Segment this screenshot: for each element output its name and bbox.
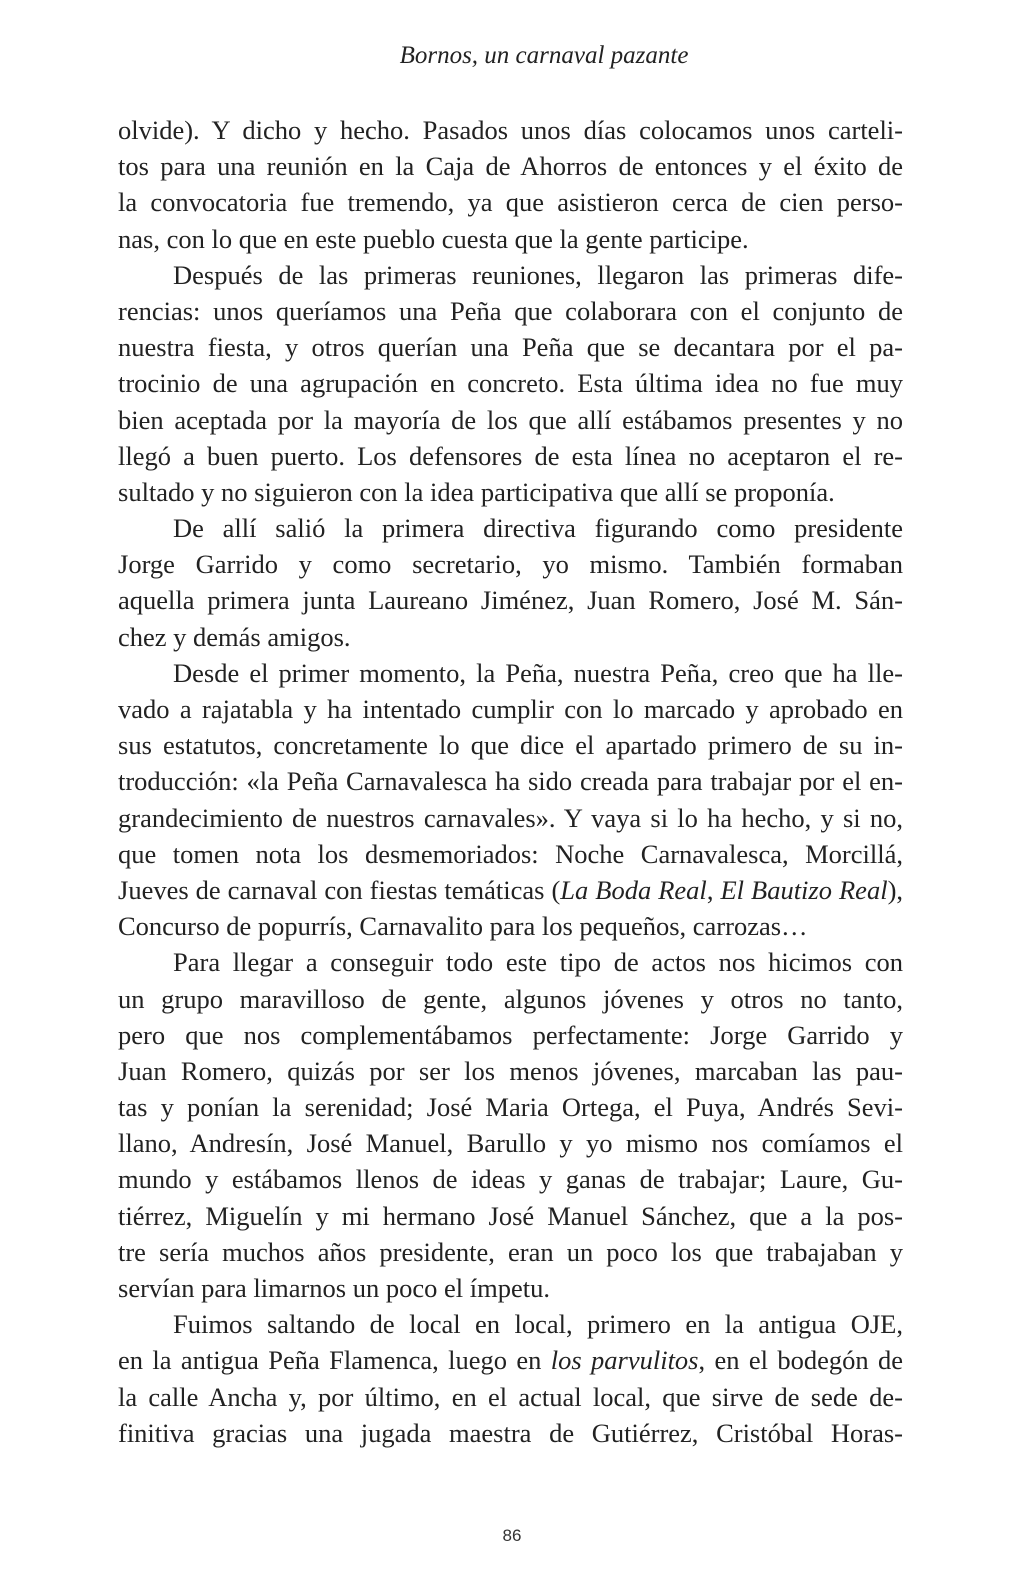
- text-run: bien aceptada por la mayoría de los que allí estábamos presentes y no: [118, 404, 903, 435]
- text-run: rencias: unos queríamos una Peña que colaborara con el conjunto de: [118, 295, 903, 326]
- text-line: [118, 293, 903, 329]
- text-run: sus estatutos, concretamente lo que dice el apartado primero de su in-: [118, 730, 903, 761]
- text-run: Después de las primeras reuniones, llegaron las primeras dife-: [173, 259, 903, 290]
- text-run: Desde el primer momento, la Peña, nuestra Peña, creo que ha lle-: [173, 657, 903, 688]
- text-line: [118, 257, 903, 293]
- text-run: mundo y estábamos llenos de ideas y ganas de trabajar; Laure, Gu-: [118, 1164, 903, 1195]
- text-line: [118, 1306, 903, 1342]
- text-run: aquella primera junta Laureano Jiménez, Juan Romero, José M. Sán-: [118, 585, 903, 616]
- text-line: [118, 402, 903, 438]
- text-run: trocinio de una agrupación en concreto. Esta última idea no fue muy: [118, 368, 903, 399]
- body-text: [118, 112, 903, 1451]
- text-run: De allí salió la primera directiva figurando como presidente: [173, 513, 903, 544]
- text-line: [118, 800, 903, 836]
- text-line: [118, 148, 903, 184]
- text-line: [118, 184, 903, 220]
- text-line: [118, 1053, 903, 1089]
- paragraph: [118, 510, 903, 655]
- text-line: [118, 510, 903, 546]
- text-line: [118, 981, 903, 1017]
- text-run: la calle Ancha y, por último, en el actual local, que sirve de sede de-: [118, 1381, 903, 1412]
- italic-title: los parvulitos: [550, 1345, 699, 1376]
- text-run: llegó a buen puerto. Los defensores de esta línea no aceptaron el re-: [118, 440, 903, 471]
- text-line: [118, 1161, 903, 1197]
- text-run: servían para limarnos un poco el ímpetu.: [118, 1273, 550, 1303]
- text-run: tas y ponían la serenidad; José Maria Ortega, el Puya, Andrés Sevi-: [118, 1092, 903, 1123]
- text-run: chez y demás amigos.: [118, 621, 351, 652]
- text-line: [118, 872, 903, 908]
- text-run: olvide). Y dicho y hecho. Pasados unos días colocamos unos carteli-: [118, 115, 903, 145]
- text-line: [118, 582, 903, 618]
- text-line: [118, 365, 903, 401]
- paragraph: [118, 655, 903, 945]
- text-run: finitiva gracias una jugada maestra de Gutiérrez, Cristóbal Horas-: [118, 1417, 903, 1448]
- text-run: tos para una reunión en la Caja de Ahorros de entonces y el éxito de: [118, 151, 903, 182]
- text-line: [118, 1415, 903, 1451]
- text-line: [118, 112, 903, 148]
- text-line: [118, 908, 903, 944]
- text-run: Fuimos saltando de local en local, primero en la antigua OJE,: [173, 1309, 903, 1340]
- text-run: Jorge Garrido y como secretario, yo mismo. También formaban: [118, 549, 903, 580]
- text-line: [118, 619, 903, 655]
- text-run: pero que nos complementábamos perfectamente: Jorge Garrido y: [118, 1019, 903, 1050]
- text-line: [118, 546, 903, 582]
- text-line: [118, 1270, 903, 1306]
- text-run: tre sería muchos años presidente, eran un poco los que trabajaban y: [118, 1236, 903, 1267]
- text-line: [118, 727, 903, 763]
- page-number: 86: [502, 1526, 522, 1545]
- text-run: sultado y no siguieron con la idea participativa que allí se proponía.: [118, 476, 835, 507]
- text-run: Juan Romero, quizás por ser los menos jóvenes, marcaban las pau-: [118, 1055, 903, 1086]
- text-run: nuestra fiesta, y otros querían una Peña que se decantara por el pa-: [118, 332, 903, 363]
- paragraph: [118, 944, 903, 1306]
- text-line: [118, 474, 903, 510]
- text-line: [118, 691, 903, 727]
- running-header: [0, 38, 1024, 74]
- text-run: troducción: «la Peña Carnavalesca ha sido creada para trabajar por el en-: [118, 766, 903, 797]
- text-line: [118, 944, 903, 980]
- text-run: grandecimiento de nuestros carnavales». Y vaya si lo ha hecho, y si no,: [118, 802, 903, 833]
- text-run: en la antigua Peña Flamenca, luego en: [118, 1345, 551, 1376]
- text-line: [118, 1342, 903, 1378]
- italic-title: La Boda Real: [560, 874, 707, 905]
- text-run: la convocatoria fue tremendo, ya que asistieron cerca de cien perso-: [118, 187, 903, 218]
- text-run: tiérrez, Miguelín y mi hermano José Manuel Sánchez, que a la pos-: [118, 1200, 903, 1231]
- text-line: [118, 1198, 903, 1234]
- text-line: [118, 221, 903, 257]
- text-run: Para llegar a conseguir todo este tipo de actos nos hicimos con: [173, 947, 903, 978]
- text-line: [118, 1379, 903, 1415]
- text-run: que tomen nota los desmemoriados: Noche Carnavalesca, Morcillá,: [118, 838, 903, 869]
- text-line: [118, 1089, 903, 1125]
- text-line: [118, 438, 903, 474]
- text-run: vado a rajatabla y ha intentado cumplir con lo marcado y aprobado en: [118, 694, 903, 724]
- text-line: [118, 1125, 903, 1161]
- text-run: ,: [706, 874, 721, 905]
- text-run: ),: [887, 874, 903, 905]
- paragraph: [118, 1306, 903, 1451]
- italic-title: El Bautizo Real: [720, 874, 888, 905]
- text-run: nas, con lo que en este pueblo cuesta que la gente participe.: [118, 223, 749, 254]
- text-line: [118, 655, 903, 691]
- paragraph: [118, 112, 903, 257]
- text-line: [118, 763, 903, 799]
- text-line: [118, 836, 903, 872]
- text-run: un grupo maravilloso de gente, algunos jóvenes y otros no tanto,: [118, 983, 903, 1014]
- text-line: [118, 1017, 903, 1053]
- text-run: Concurso de popurrís, Carnavalito para los pequeños, carrozas…: [118, 911, 808, 942]
- text-run: llano, Andresín, José Manuel, Barullo y yo mismo nos comíamos el: [118, 1128, 903, 1159]
- running-title: Bornos, un carnaval pazante: [399, 42, 689, 69]
- paragraph: [118, 257, 903, 510]
- text-run: Jueves de carnaval con fiestas temáticas (: [118, 874, 561, 905]
- text-line: [118, 329, 903, 365]
- text-line: [118, 1234, 903, 1270]
- text-run: , en el bodegón de: [698, 1345, 903, 1376]
